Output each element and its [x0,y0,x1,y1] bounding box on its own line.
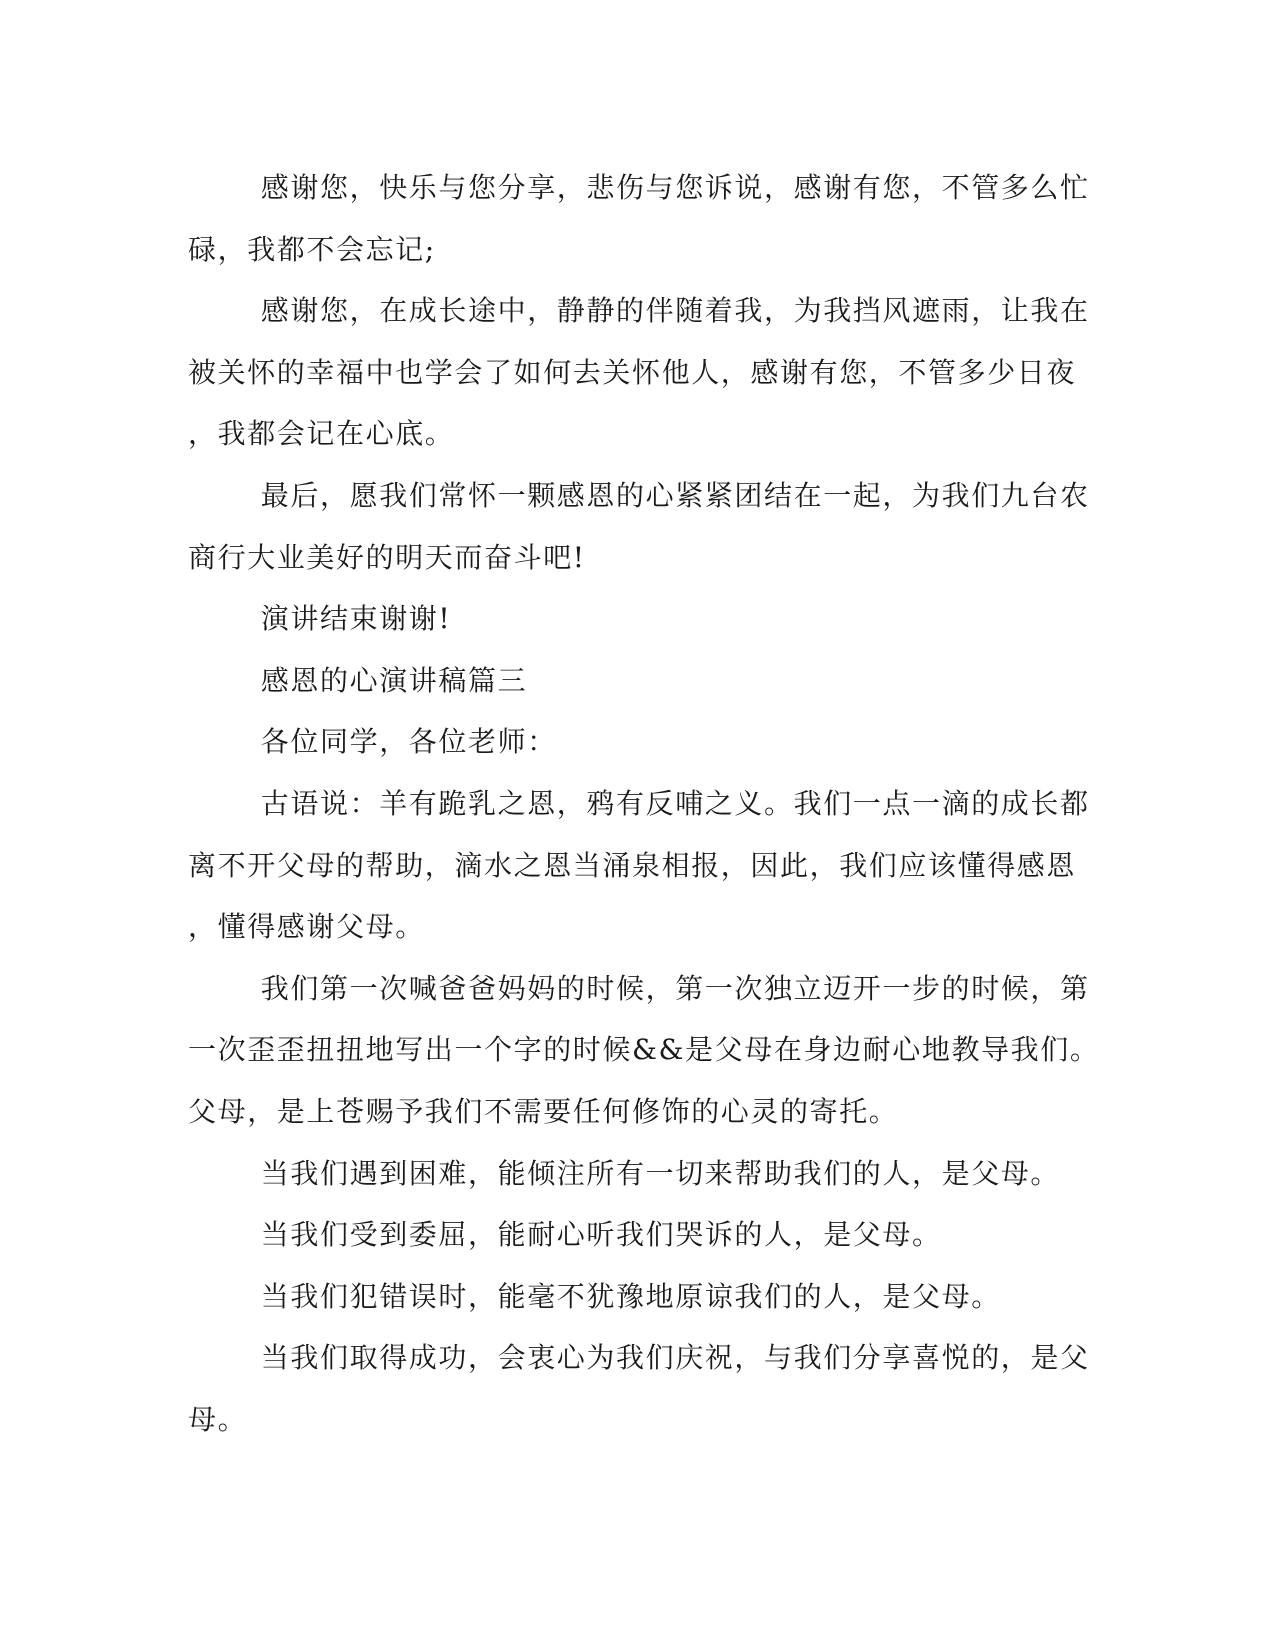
text-line: ，懂得感谢父母。 [188,910,425,944]
paragraph-3 [188,465,1090,588]
paragraph-2 [188,280,1090,465]
text-line: 各位同学，各位老师： [260,725,557,759]
paragraph-12 [188,1327,1090,1450]
paragraph-8 [188,958,1100,1143]
text-line: 离不开父母的帮助，滴水之恩当涌泉相报，因此，我们应该懂得感恩 [188,848,1077,882]
paragraph-closing [188,588,1078,650]
text-line: 当我们遇到困难，能倾注所有一切来帮助我们的人，是父母。 [260,1156,1060,1190]
section-heading [188,650,1078,712]
text-line: 当我们受到委屈，能耐心听我们哭诉的人，是父母。 [260,1218,942,1252]
salutation [188,711,1078,773]
paragraph-1 [188,157,1090,280]
text-line: ，我都会记在心底。 [188,417,455,451]
text-line: 最后，愿我们常怀一颗感恩的心紧紧团结在一起，为我们九台农 [260,478,1090,512]
text-line: 一次歪歪扭扭地写出一个字的时候&&是父母在身边耐心地教导我们。 [188,1033,1100,1067]
text-line: 感恩的心演讲稿篇三 [260,663,528,697]
text-line: 父母，是上苍赐予我们不需要任何修饰的心灵的寄托。 [188,1094,899,1128]
text-line: 当我们取得成功，会衷心为我们庆祝，与我们分享喜悦的，是父 [260,1341,1090,1375]
text-line: 感谢您，快乐与您分享，悲伤与您诉说，感谢有您，不管多么忙 [260,171,1090,204]
text-line: 我们第一次喊爸爸妈妈的时候，第一次独立迈开一步的时候，第 [260,971,1090,1005]
text-line: 当我们犯错误时，能毫不犹豫地原谅我们的人，是父母。 [260,1279,1001,1313]
paragraph-9 [188,1143,1078,1205]
document-body [188,157,1100,1450]
text-line: 古语说：羊有跪乳之恩，鸦有反哺之义。我们一点一滴的成长都 [260,786,1090,820]
text-line: 被关怀的幸福中也学会了如何去关怀他人，感谢有您，不管多少日夜 [188,355,1077,389]
paragraph-10 [188,1204,1078,1266]
text-line: 演讲结束谢谢! [260,602,452,636]
text-line: 碌，我都不会忘记; [188,232,436,266]
paragraph-11 [188,1266,1078,1328]
text-line: 母。 [188,1402,248,1436]
paragraph-7 [188,773,1090,958]
text-line: 商行大业美好的明天而奋斗吧! [188,540,586,574]
text-line: 感谢您，在成长途中，静静的伴随着我，为我挡风遮雨，让我在 [260,294,1090,328]
